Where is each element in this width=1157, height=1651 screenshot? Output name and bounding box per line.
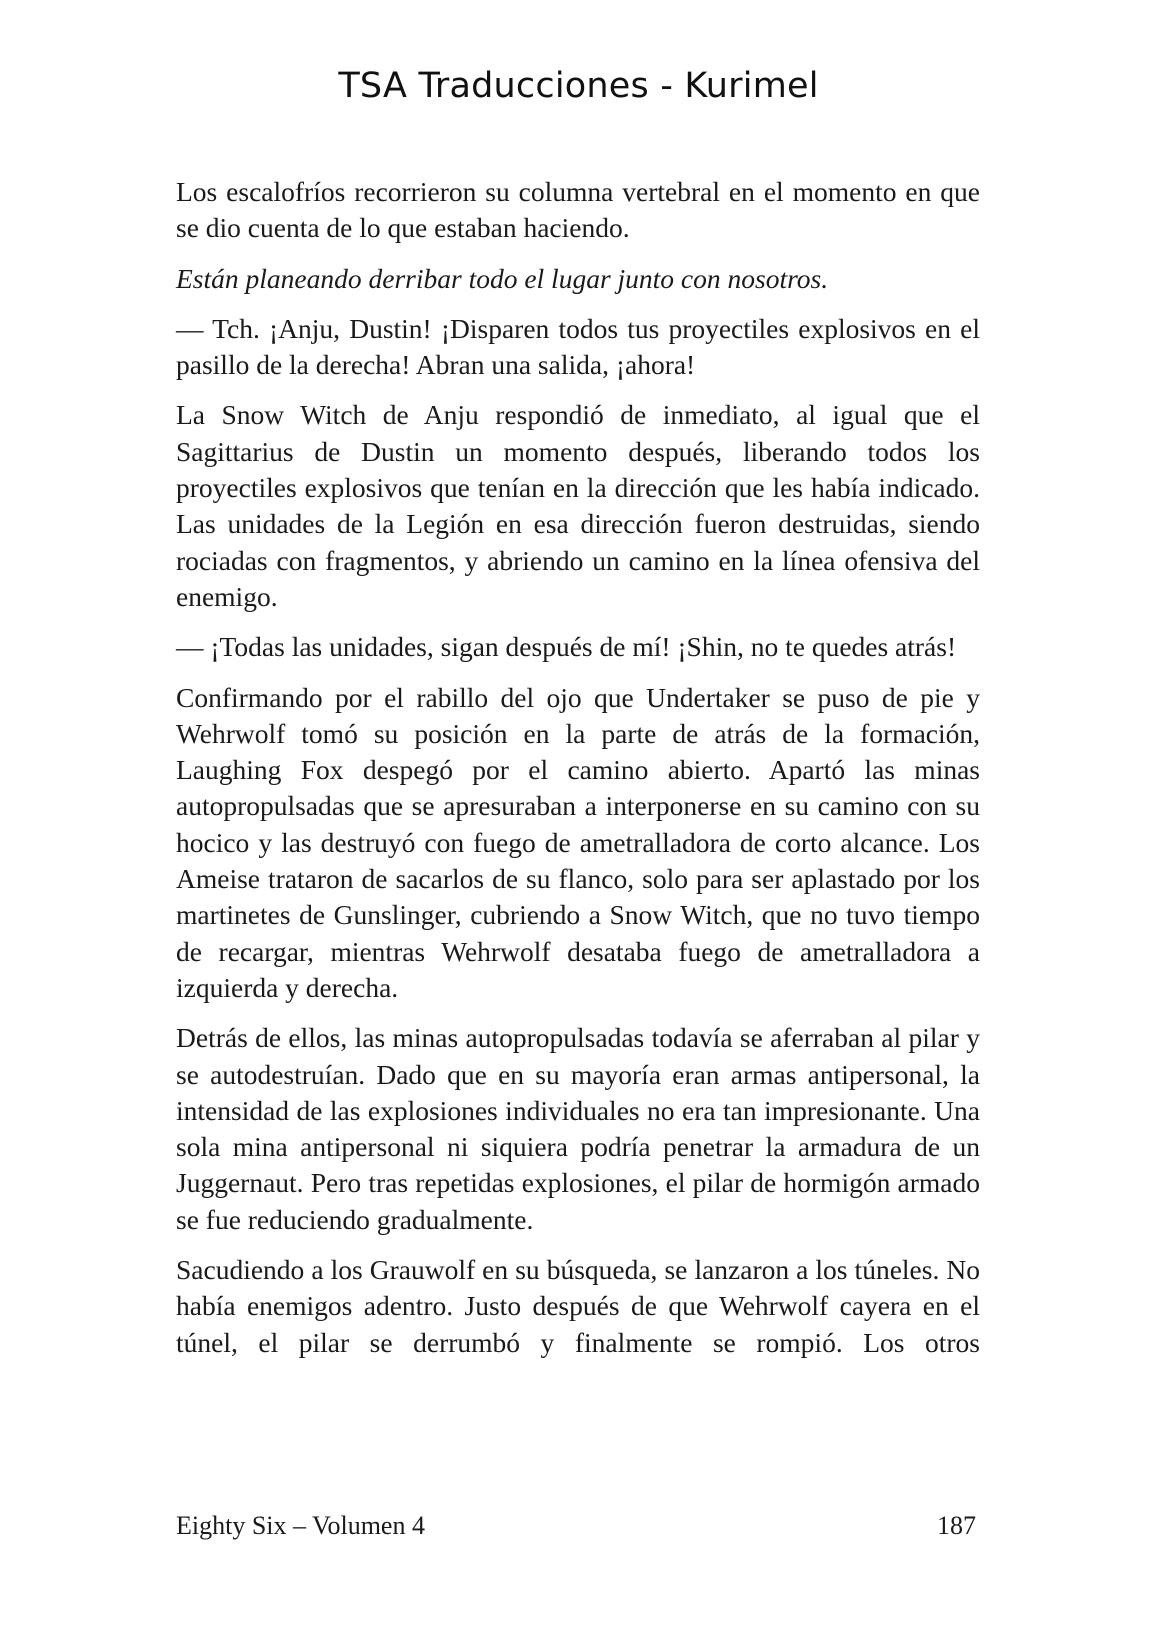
header-title: TSA Traducciones - Kurimel — [338, 66, 819, 106]
page-body — [176, 174, 980, 1361]
page-header — [0, 66, 1157, 106]
paragraph: Detrás de ellos, las minas autopropulsadas todavía se aferraban al pilar y se autodestruían. Dado que en su mayoría eran armas antipersonal, la intensidad de las explosiones individuales no era tan impresionante. Una sola mina antipersonal ni siquiera podría penetrar la armadura de un Juggernaut. Pero tras repetidas explosiones, el pilar de hormigón armado se fue reduciendo gradualmente. — [176, 1022, 980, 1235]
paragraph: Sacudiendo a los Grauwolf en su búsqueda, se lanzaron a los túneles. No había enemigos adentro. Justo después de que Wehrwolf cayera en el túnel, el pilar se derrumbó y finalmente se rompió. Los otros — [176, 1254, 980, 1358]
paragraph-dialogue: — ¡Todas las unidades, sigan después de mí! ¡Shin, no te quedes atrás! — [176, 631, 957, 663]
paragraph: Confirmando por el rabillo del ojo que Undertaker se puso de pie y Wehrwolf tomó su posición en la parte de atrás de la formación, Laughing Fox despegó por el camino abierto. Apartó las minas autopropulsadas que se apresuraban a interponerse en su camino con su hocico y las destruyó con fuego de ametralladora de corto alcance. Los Ameise trataron de sacarlos de su flanco, solo para ser aplastado por los martinetes de Gunslinger, cubriendo a Snow Witch, que no tuvo tiempo de recargar, mientras Wehrwolf desataba fuego de ametralladora a izquierda y derecha. — [176, 681, 980, 1003]
paragraph-dialogue: — Tch. ¡Anju, Dustin! ¡Disparen todos tus proyectiles explosivos en el pasillo de la derecha! Abran una salida, ¡ahora! — [176, 312, 980, 381]
paragraph-italic-thought: Están planeando derribar todo el lugar junto con nosotros. — [176, 262, 829, 294]
paragraph: Los escalofríos recorrieron su columna vertebral en el momento en que se dio cuenta de lo que estaban haciendo. — [176, 176, 980, 244]
footer-book-title: Eighty Six – Volumen 4 — [176, 1511, 425, 1540]
page-number: 187 — [937, 1511, 976, 1540]
paragraph: La Snow Witch de Anju respondió de inmediato, al igual que el Sagittarius de Dustin un momento después, liberando todos los proyectiles explosivos que tenían en la dirección que les había indicado. Las unidades de la Legión en esa dirección fueron destruidas, siendo rociadas con fragmentos, y abriendo un camino en la línea ofensiva del enemigo. — [176, 399, 980, 612]
